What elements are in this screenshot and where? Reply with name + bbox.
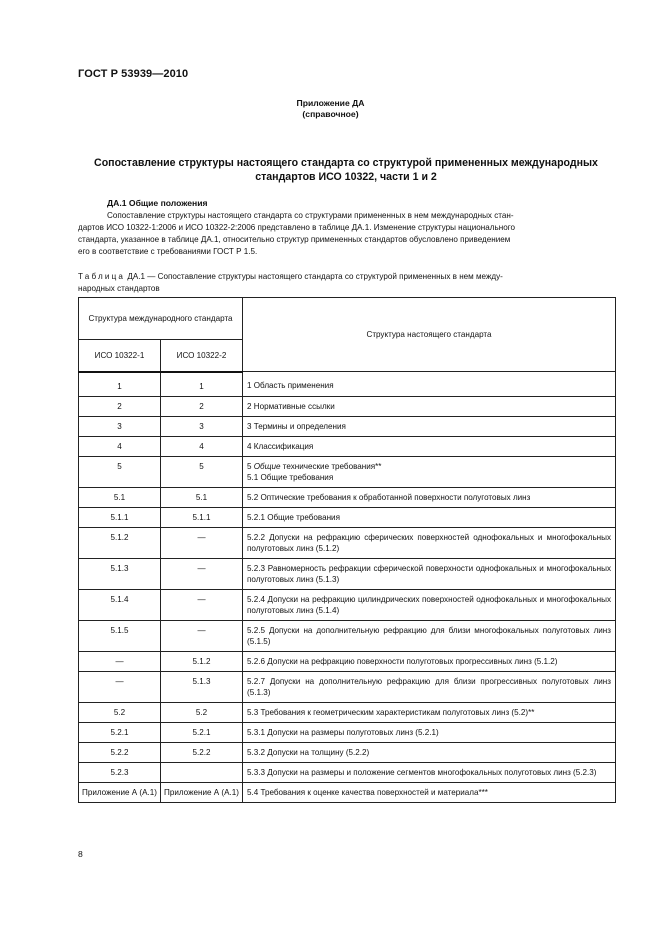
cell-national-line-1	[247, 461, 611, 472]
cell-national	[243, 456, 616, 487]
cell-national-italic: Общие	[253, 461, 281, 471]
document-title	[70, 156, 622, 184]
cell-national: 1 Область применения	[243, 372, 616, 397]
table-caption	[78, 271, 615, 294]
header-iso-10322-2: ИСО 10322-2	[161, 340, 243, 372]
cell-iso1: 5.1.5	[79, 620, 161, 651]
cell-national: 5.2.5 Допуски на дополнительную рефракцию для близи многофокальных полуготовых линз (5.1.5)	[243, 620, 616, 651]
table-row	[79, 416, 616, 436]
table-row	[79, 487, 616, 507]
cell-national-line-2: 5.1 Общие требования	[247, 472, 334, 482]
cell-iso2: 5.2	[161, 702, 243, 722]
table-caption-line-1	[78, 271, 615, 283]
paragraph-line-1: Сопоставление структуры настоящего стандарта со структурами примененных в нем международных стан-	[107, 211, 514, 220]
paragraph-line-3: стандарта, указанное в таблице ДА.1, относительно структур примененных стандартов обусловлено приведением	[78, 235, 511, 244]
cell-iso2: 5.1	[161, 487, 243, 507]
cell-national: 5.3 Требования к геометрическим характеристикам полуготовых линз (5.2)**	[243, 702, 616, 722]
cell-national: 4 Классификация	[243, 436, 616, 456]
cell-iso1: 4	[79, 436, 161, 456]
table-row	[79, 589, 616, 620]
cell-iso1: —	[79, 671, 161, 702]
document-title-line-2: стандартов ИСО 10322, части 1 и 2	[255, 171, 437, 183]
document-title-line-1: Сопоставление структуры настоящего стандарта со структурой примененных международных	[94, 157, 598, 169]
cell-iso2: 4	[161, 436, 243, 456]
standard-code-header: ГОСТ Р 53939—2010	[78, 68, 189, 80]
table-row	[79, 436, 616, 456]
table-row	[79, 527, 616, 558]
cell-national: 5.2.1 Общие требования	[243, 507, 616, 527]
cell-national: 2 Нормативные ссылки	[243, 396, 616, 416]
cell-iso2: —	[161, 527, 243, 558]
cell-iso1: 5.2.1	[79, 722, 161, 742]
header-iso-10322-1: ИСО 10322-1	[79, 340, 161, 372]
cell-iso2: 5.2.2	[161, 742, 243, 762]
cell-iso2: 5.1.3	[161, 671, 243, 702]
cell-iso2: 5.2.1	[161, 722, 243, 742]
cell-national-rest: технические требования**	[280, 461, 382, 471]
cell-national: 5.3.2 Допуски на толщину (5.2.2)	[243, 742, 616, 762]
cell-iso1: 3	[79, 416, 161, 436]
cell-iso2: 2	[161, 396, 243, 416]
cell-iso2: 5	[161, 456, 243, 487]
table-row	[79, 396, 616, 416]
cell-national: 5.2.4 Допуски на рефракцию цилиндрических поверхностей однофокальных и многофокальных полуготовых линз (5.1.4)	[243, 589, 616, 620]
cell-iso1: 5.1	[79, 487, 161, 507]
table-row	[79, 651, 616, 671]
cell-national-num: 5	[247, 461, 254, 471]
cell-iso1: 5.2	[79, 702, 161, 722]
cell-iso2: 3	[161, 416, 243, 436]
cell-iso1: 1	[79, 372, 161, 397]
cell-iso1: Приложение А (А.1)	[79, 782, 161, 802]
table-row	[79, 456, 616, 487]
cell-iso2: —	[161, 589, 243, 620]
paragraph-line-2: дартов ИСО 10322-1:2006 и ИСО 10322-2:2006 представлено в таблице ДА.1. Изменение структуры национального	[78, 223, 515, 232]
table-caption-word: Таблица	[78, 272, 126, 281]
table-row	[79, 372, 616, 397]
cell-iso2: —	[161, 620, 243, 651]
cell-iso2: —	[161, 558, 243, 589]
table-row	[79, 742, 616, 762]
cell-iso2: 1	[161, 372, 243, 397]
cell-iso2: Приложение А (А.1)	[161, 782, 243, 802]
table-row	[79, 671, 616, 702]
cell-national: 5.2.3 Равномерность рефракции сферической поверхности однофокальных и многофокальных полуготовых линз (5.1.3)	[243, 558, 616, 589]
cell-iso1: 5.2.3	[79, 762, 161, 782]
cell-iso1: 5.1.3	[79, 558, 161, 589]
header-national-structure: Структура настоящего стандарта	[243, 298, 616, 372]
appendix-subtitle: (справочное)	[302, 109, 359, 119]
cell-iso2	[161, 762, 243, 782]
cell-national: 5.2 Оптические требования к обработанной поверхности полуготовых линз	[243, 487, 616, 507]
table-row	[79, 782, 616, 802]
table-row	[79, 620, 616, 651]
table-caption-line-2: народных стандартов	[78, 283, 160, 293]
cell-national: 5.2.7 Допуски на дополнительную рефракцию для близи прогрессивных полуготовых линз (5.1.3)	[243, 671, 616, 702]
table-row	[79, 762, 616, 782]
page-number: 8	[78, 849, 83, 859]
cell-national: 5.3.1 Допуски на размеры полуготовых линз (5.2.1)	[243, 722, 616, 742]
table-row	[79, 722, 616, 742]
cell-national: 5.3.3 Допуски на размеры и положение сегментов многофокальных полуготовых линз (5.2.3)	[243, 762, 616, 782]
cell-national: 5.4 Требования к оценке качества поверхностей и материала***	[243, 782, 616, 802]
comparison-table	[78, 297, 616, 803]
cell-iso2: 5.1.2	[161, 651, 243, 671]
table-caption-text: ДА.1 — Сопоставление структуры настоящего стандарта со структурой примененных в нем между-	[125, 272, 503, 281]
cell-national: 5.2.2 Допуски на рефракцию сферических поверхностей однофокальных и многофокальных полуготовых линз (5.1.2)	[243, 527, 616, 558]
section-heading: ДА.1 Общие положения	[107, 198, 208, 208]
appendix-title: Приложение ДА	[296, 98, 365, 108]
cell-iso1: 5.1.4	[79, 589, 161, 620]
table-row	[79, 558, 616, 589]
table-row	[79, 507, 616, 527]
cell-iso2: 5.1.1	[161, 507, 243, 527]
cell-iso1: 5	[79, 456, 161, 487]
cell-national: 5.2.6 Допуски на рефракцию поверхности полуготовых прогрессивных линз (5.1.2)	[243, 651, 616, 671]
header-intl-structure: Структура международного стандарта	[79, 298, 243, 340]
cell-iso1: 2	[79, 396, 161, 416]
cell-iso1: 5.2.2	[79, 742, 161, 762]
table-row	[79, 702, 616, 722]
cell-iso1: 5.1.2	[79, 527, 161, 558]
cell-iso1: —	[79, 651, 161, 671]
cell-national: 3 Термины и определения	[243, 416, 616, 436]
paragraph-line-4: его в соответствие с требованиями ГОСТ Р 1.5.	[78, 247, 258, 256]
cell-iso1: 5.1.1	[79, 507, 161, 527]
